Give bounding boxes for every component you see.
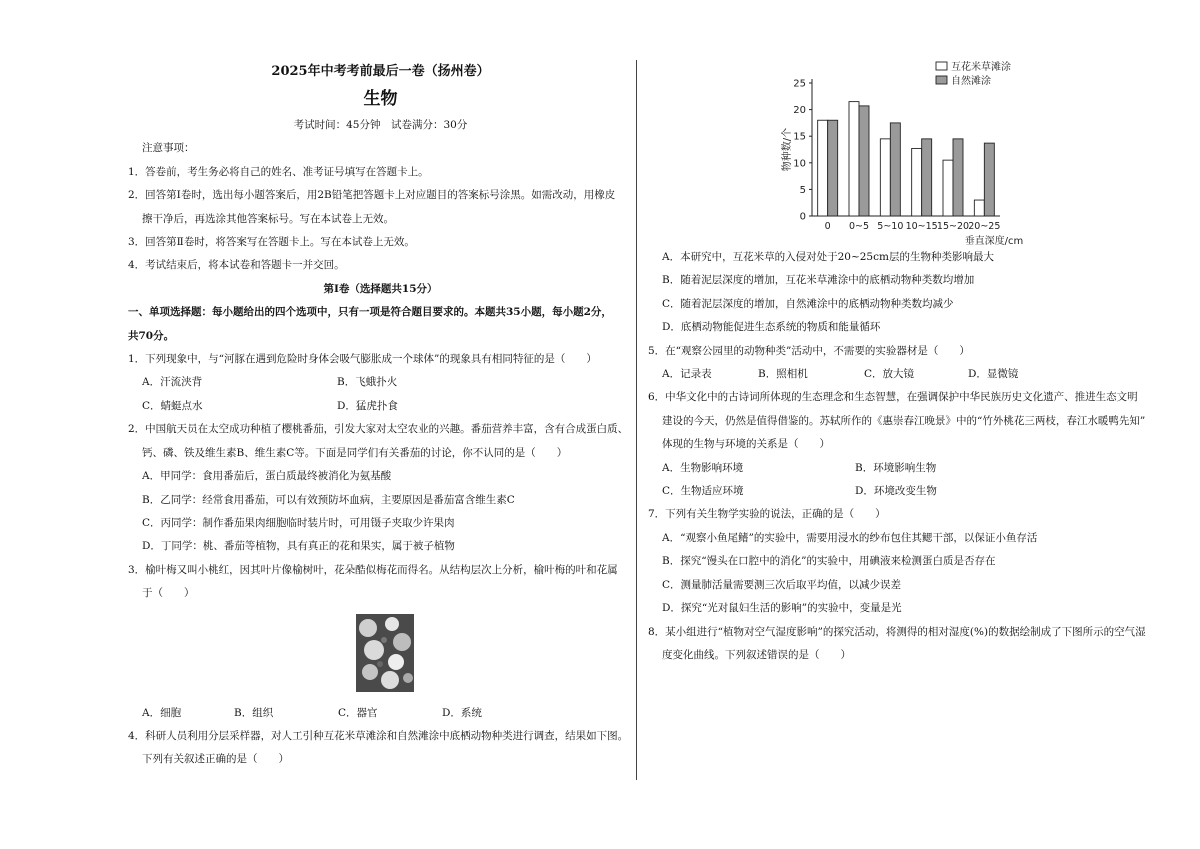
x-tick-label: 10~15 [905, 221, 938, 232]
q7-option-c: C．测量肺活量需要测三次后取平均值，以减少误差 [662, 578, 902, 591]
species-bar-chart [776, 58, 1056, 250]
question-2-stem: 2．中国航天员在太空成功种植了樱桃番茄，引发大家对太空农业的兴趣。番茄营养丰富，含有合成蛋白质、 [128, 423, 629, 436]
plum-flower-photo [356, 614, 414, 692]
q1-option-a: A．汗流浃背 [142, 376, 203, 389]
q1-option-d: D．猛虎扑食 [337, 399, 398, 412]
exam-info: 考试时间：45分钟 试卷满分：30分 [293, 119, 468, 131]
question-5-stem: 5．在“观察公园里的动物种类”活动中，不需要的实验器材是（ ） [648, 344, 970, 357]
q5-option-a: A．记录表 [662, 368, 712, 381]
q6-option-b: B．环境影响生物 [855, 461, 937, 474]
q7-option-b: B．探究“馒头在口腔中的消化”的实验中，用碘液来检测蛋白质是否存在 [662, 555, 996, 568]
q4-option-c: C．随着泥层深度的增加，自然滩涂中的底栖动物种类数均减少 [662, 297, 954, 310]
subject-title: 生物 [363, 89, 398, 109]
y-tick-label: 15 [793, 131, 806, 143]
x-tick-label: 5~10 [877, 221, 904, 232]
section-title: 第Ⅰ卷（选择题共15分） [323, 282, 438, 295]
q6-option-c: C．生物适应环境 [662, 485, 744, 498]
bar-spartina [912, 148, 922, 216]
y-tick-label: 20 [793, 105, 806, 117]
legend-label: 自然滩涂 [951, 76, 991, 87]
q6-option-d: D．环境改变生物 [855, 485, 937, 498]
q1-option-b: B．飞蛾扑火 [337, 376, 398, 389]
x-tick-label: 0~5 [848, 221, 870, 232]
question-4-stem-cont: 下列有关叙述正确的是（ ） [142, 753, 289, 766]
bar-spartina [974, 200, 984, 216]
column-divider [636, 60, 637, 780]
q6-option-a: A．生物影响环境 [662, 461, 744, 474]
question-7-stem: 7．下列有关生物学实验的说法，正确的是（ ） [648, 508, 886, 521]
notice-item: 擦干净后，再选涂其他答案标号。写在本试卷上无效。 [142, 212, 394, 225]
q4-option-d: D．底栖动物能促进生态系统的物质和能量循环 [662, 321, 881, 334]
notice-item: 4．考试结束后，将本试卷和答题卡一并交回。 [128, 259, 345, 272]
q4-option-a: A．本研究中，互花米草的入侵对处于20~25cm层的生物种类影响最大 [662, 251, 994, 263]
bar-natural [984, 143, 994, 216]
y-tick-label: 25 [793, 78, 806, 90]
x-tick-label: 0 [824, 221, 831, 232]
question-8-stem: 8．某小组进行“植物对空气湿度影响”的探究活动，将测得的相对湿度(%)的数据绘制成了下图所示的空气湿 [648, 625, 1146, 638]
section-instructions-cont: 共70分。 [128, 329, 175, 342]
bar-spartina [880, 139, 890, 216]
q5-option-c: C．放大镜 [864, 368, 915, 381]
q7-option-a: A．“观察小鱼尾鳍”的实验中，需要用浸水的纱布包住其鳃干部，以保证小鱼存活 [662, 531, 1038, 544]
question-6-stem-cont: 建设的今天，仍然是值得借鉴的。苏轼所作的《惠崇春江晚景》中的“竹外桃花三两枝，春江水暖鸭先知” [662, 414, 1146, 427]
x-tick-label: 15~20 [936, 221, 970, 232]
q5-option-b: B．照相机 [758, 368, 808, 381]
question-1-stem: 1．下列现象中，与“河豚在遇到危险时身体会吸气膨胀成一个球体”的现象具有相同特征的是（ ） [128, 353, 597, 366]
q1-option-c: C．蜻蜓点水 [142, 399, 203, 412]
bar-natural [828, 120, 838, 216]
bar-spartina [849, 102, 859, 216]
q3-option-a: A．细胞 [142, 706, 182, 719]
y-tick-label: 10 [793, 158, 806, 170]
bar-natural [953, 139, 963, 216]
notice-heading: 注意事项： [142, 142, 195, 155]
y-tick-label: 5 [799, 184, 806, 196]
bar-spartina [818, 120, 828, 216]
bar-natural [859, 106, 869, 216]
right-column [648, 246, 1162, 667]
bar-natural [922, 139, 932, 216]
notice-item: 2．回答第Ⅰ卷时，选出每小题答案后，用2B铅笔把答题卡上对应题目的答案标号涂黑。如需改动，用橡皮 [128, 189, 616, 202]
q7-option-d: D．探究“光对鼠妇生活的影响”的实验中，变量是光 [662, 602, 902, 615]
y-axis-label: 物种数/个 [782, 127, 793, 172]
q4-option-b: B．随着泥层深度的增加，互花米草滩涂中的底栖动物种类数均增加 [662, 274, 975, 287]
question-4-stem: 4．科研人员利用分层采样器，对人工引种互花米草滩涂和自然滩涂中底栖动物种类进行调查，结果如下图。 [128, 729, 629, 742]
y-tick-label: 0 [799, 211, 806, 223]
left-column [128, 60, 633, 772]
x-tick-label: 20~25 [968, 221, 1001, 232]
question-3-stem: 3．榆叶梅又叫小桃红，因其叶片像榆树叶，花朵酷似梅花而得名。从结构层次上分析，榆叶梅的叶和花属 [128, 563, 618, 576]
notice-item: 3．回答第Ⅱ卷时，将答案写在答题卡上。写在本试卷上无效。 [128, 236, 415, 249]
q2-option-a: A．甲同学：食用番茄后，蛋白质最终被消化为氨基酸 [142, 470, 392, 483]
q3-option-d: D．系统 [442, 706, 482, 719]
q2-option-c: C．丙同学：制作番茄果肉细胞临时装片时，可用镊子夹取少许果肉 [142, 516, 455, 529]
question-6-stem-cont2: 体现的生物与环境的关系是（ ） [662, 438, 830, 451]
legend-swatch [936, 76, 947, 84]
legend-label: 互花米草滩涂 [951, 62, 1011, 73]
section-instructions: 一、单项选择题：每小题给出的四个选项中，只有一项是符合题目要求的。本题共35小题，每小题2分， [128, 306, 612, 319]
q2-option-b: B．乙同学：经常食用番茄，可以有效预防坏血病，主要原因是番茄富含维生素C [142, 493, 515, 506]
legend-swatch [936, 62, 947, 70]
x-axis-label: 垂直深度/cm [964, 236, 1024, 247]
q5-option-d: D．显微镜 [968, 368, 1019, 381]
q3-option-b: B．组织 [234, 706, 274, 719]
notice-item: 1．答卷前，考生务必将自己的姓名、准考证号填写在答题卡上。 [128, 165, 429, 178]
q3-option-c: C．器官 [338, 706, 378, 719]
bar-natural [890, 123, 900, 216]
bar-spartina [943, 160, 953, 216]
exam-title: 2025年中考考前最后一卷（扬州卷） [271, 64, 490, 79]
question-2-stem-cont: 钙、磷、铁及维生素B、维生素C等。下面是同学们有关番茄的讨论，你不认同的是（ ） [142, 446, 568, 459]
question-8-stem-cont: 度变化曲线。下列叙述错误的是（ ） [662, 648, 851, 661]
q2-option-d: D．丁同学：桃、番茄等植物，具有真正的花和果实，属于被子植物 [142, 540, 455, 553]
question-6-stem: 6．中华文化中的古诗词所体现的生态理念和生态智慧，在强调保护中华民族历史文化遗产、推进生态文明 [648, 391, 1138, 404]
question-3-stem-cont: 于（ ） [142, 587, 195, 600]
